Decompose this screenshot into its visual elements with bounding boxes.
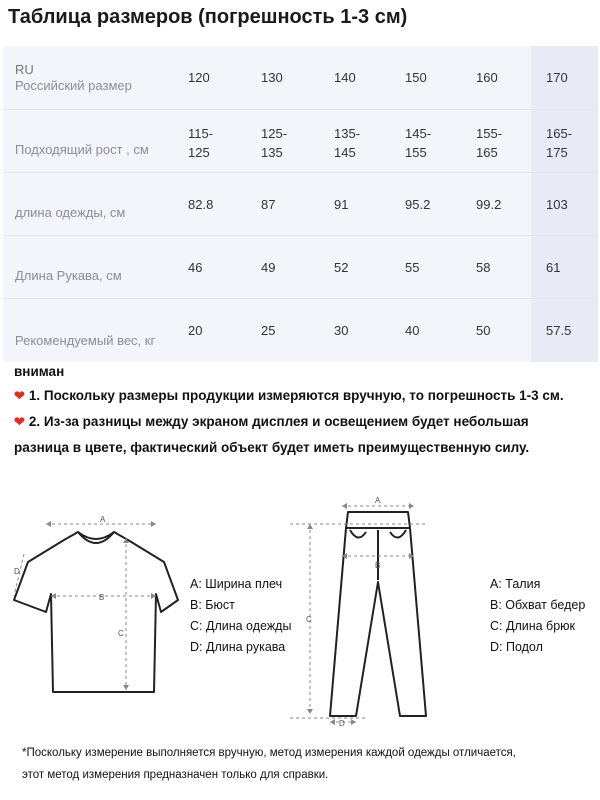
row-label-line: RU	[15, 62, 34, 77]
table-cell: 57.5	[546, 323, 572, 338]
table-cell: 25	[261, 323, 276, 338]
footnote-line-1: *Поскольку измерение выполняется вручную, метод измерения каждой одежды отличается,	[22, 747, 516, 759]
table-cell: 145- 155	[405, 126, 432, 160]
row-label	[15, 205, 125, 221]
table-cell: 82.8	[188, 197, 214, 212]
size-table	[3, 46, 598, 362]
legend-item: C: Длина брюк	[490, 619, 575, 633]
legend-item: A: Ширина плеч	[190, 577, 283, 591]
table-cell: 165- 175	[546, 126, 573, 160]
marker-c: C	[306, 615, 312, 624]
marker-b: B	[99, 593, 105, 602]
note-item-1-text: 1. Поскольку размеры продукции измеряются вручную, то погрешность 1-3 см.	[28, 388, 564, 403]
table-cell: 40	[405, 323, 420, 338]
tshirt-legend	[190, 574, 291, 658]
marker-d: D	[339, 719, 345, 728]
table-cell: 160	[476, 70, 498, 85]
note-item-2-continued: разница в цвете, фактический объект будет иметь преимущественную силу.	[14, 440, 530, 455]
heart-icon: ❤	[14, 388, 25, 403]
row-label-line: Рекомендуемый вес, кг	[15, 333, 156, 348]
page-title: Таблица размеров (погрешность 1-3 см)	[8, 6, 408, 28]
pants-legend	[490, 574, 585, 658]
row-label-line: Российский размер	[15, 78, 132, 93]
row-label-line: длина одежды, см	[15, 205, 126, 220]
table-row	[3, 235, 598, 299]
row-label-line: Подходящий рост , см	[15, 142, 149, 157]
table-cell: 103	[546, 197, 568, 212]
table-cell: 20	[188, 323, 203, 338]
note-item-1	[14, 388, 564, 404]
legend-item: A: Талия	[490, 577, 541, 591]
table-cell: 61	[546, 260, 561, 275]
row-label	[15, 333, 155, 349]
table-cell: 99.2	[476, 197, 502, 212]
marker-d: D	[14, 567, 20, 576]
table-cell: 49	[261, 260, 276, 275]
pants-diagram	[286, 492, 466, 732]
table-cell: 170	[546, 70, 568, 85]
row-label-line: Длина Рукава, см	[15, 268, 122, 283]
table-cell: 115- 125	[188, 126, 214, 160]
marker-a: A	[100, 515, 106, 524]
table-row	[3, 298, 598, 362]
table-cell: 140	[334, 70, 356, 85]
legend-item: D: Подол	[490, 640, 543, 654]
notes-heading: вниман	[14, 364, 65, 379]
note-item-2-text: 2. Из-за разницы между экраном дисплея и освещением будет небольшая	[28, 414, 529, 429]
table-cell: 46	[188, 260, 203, 275]
table-row	[3, 46, 598, 109]
table-cell: 135- 145	[334, 126, 361, 160]
row-label	[15, 62, 132, 94]
heart-icon: ❤	[14, 414, 25, 429]
table-cell: 55	[405, 260, 420, 275]
marker-a: A	[375, 496, 381, 505]
table-cell: 50	[476, 323, 491, 338]
table-cell: 150	[405, 70, 427, 85]
legend-item: C: Длина одежды	[190, 619, 292, 633]
footnote-line-2: этот метод измерения предназначен только для справки.	[22, 769, 329, 781]
footnote	[22, 742, 592, 786]
table-cell: 130	[261, 70, 283, 85]
tshirt-diagram	[6, 492, 186, 712]
row-label	[15, 142, 149, 158]
row-label	[15, 268, 122, 284]
marker-b: B	[375, 561, 381, 570]
table-cell: 91	[334, 197, 349, 212]
table-cell: 87	[261, 197, 276, 212]
legend-item: B: Обхват бедер	[490, 598, 586, 612]
legend-item: D: Длина рукава	[190, 640, 286, 654]
table-cell: 125- 135	[261, 126, 288, 160]
table-row	[3, 109, 598, 173]
table-cell: 120	[188, 70, 210, 85]
table-cell: 95.2	[405, 197, 431, 212]
table-cell: 58	[476, 260, 491, 275]
table-row	[3, 172, 598, 236]
table-cell: 52	[334, 260, 349, 275]
table-cell: 155- 165	[476, 126, 503, 160]
table-cell: 30	[334, 323, 349, 338]
note-item-2	[14, 414, 529, 430]
legend-item: B: Бюст	[190, 598, 235, 612]
marker-c: C	[118, 629, 124, 638]
